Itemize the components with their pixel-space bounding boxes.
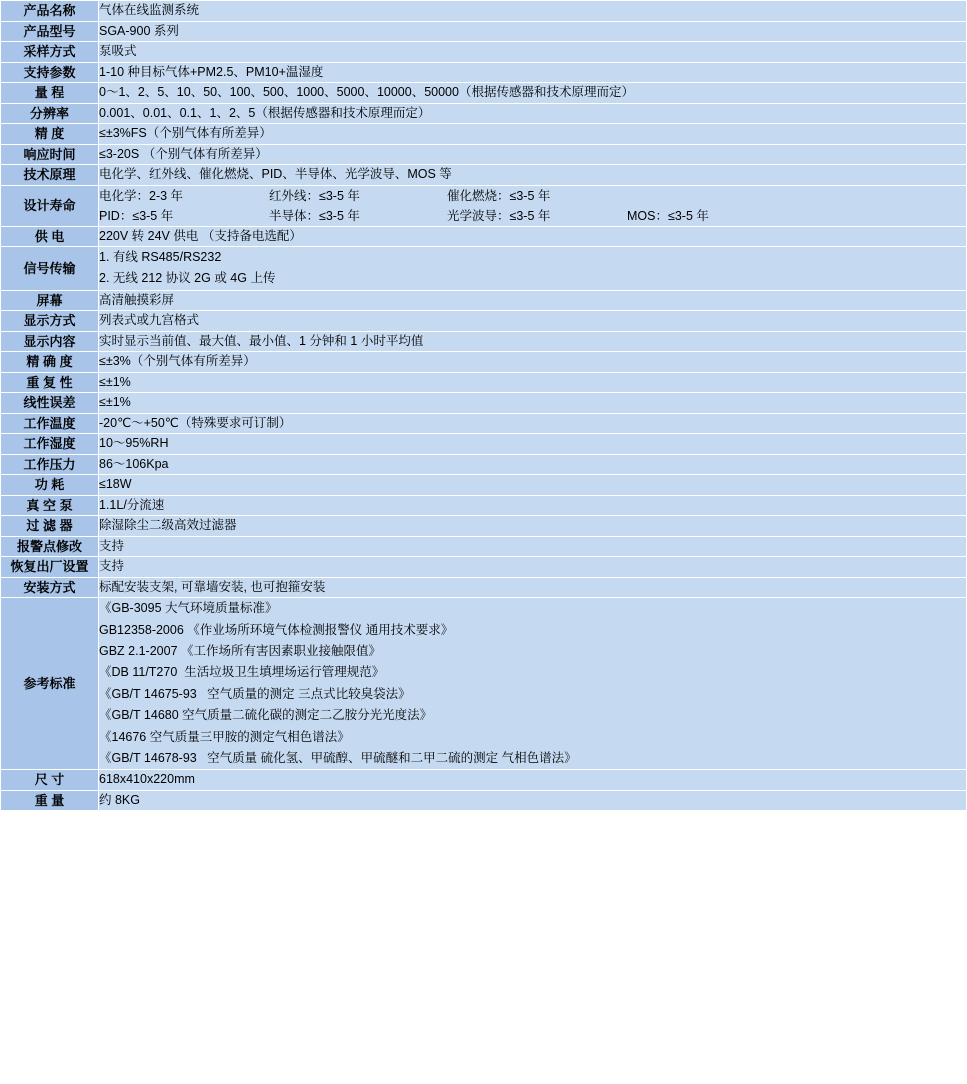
table-body (1, 1, 967, 811)
spec-value-line: 2. 无线 212 协议 2G 或 4G 上传 (99, 271, 276, 286)
spec-value-line: GB12358-2006 《作业场所环境气体检测报警仪 通用技术要求》 (99, 622, 454, 637)
spec-value: 高清触摸彩屏 (99, 290, 967, 311)
table-row (1, 598, 967, 770)
spec-value: ≤±3%（个别气体有所差异） (99, 352, 967, 373)
spec-value (99, 247, 967, 291)
spec-label: 工作温度 (1, 413, 99, 434)
spec-value: ≤±1% (99, 372, 967, 393)
spec-value-grid-cell: 光学波导：≤3-5 年 (447, 208, 551, 223)
spec-value-line: 《DB 11/T270 生活垃圾卫生填埋场运行管理规范》 (99, 665, 385, 680)
spec-label: 量 程 (1, 83, 99, 104)
table-row (1, 454, 967, 475)
table-row (1, 21, 967, 42)
table-row (1, 393, 967, 414)
spec-label: 尺 寸 (1, 770, 99, 791)
spec-value-line: 1. 有线 RS485/RS232 (99, 250, 222, 264)
spec-value-grid-cell: 半导体：≤3-5 年 (269, 208, 360, 223)
spec-value-grid (99, 186, 966, 226)
spec-label: 工作压力 (1, 454, 99, 475)
table-row (1, 62, 967, 83)
spec-value: 约 8KG (99, 790, 967, 811)
spec-value: 除湿除尘二级高效过滤器 (99, 516, 967, 537)
table-row (1, 331, 967, 352)
spec-label: 工作湿度 (1, 434, 99, 455)
spec-value-line: 《GB/T 14678-93 空气质量 硫化氢、甲硫醇、甲硫醚和二甲二硫的测定 气相色谱法》 (99, 750, 577, 765)
spec-label: 显示内容 (1, 331, 99, 352)
spec-label: 屏幕 (1, 290, 99, 311)
table-row (1, 1, 967, 22)
spec-label: 采样方式 (1, 42, 99, 63)
spec-value: 实时显示当前值、最大值、最小值、1 分钟和 1 小时平均值 (99, 331, 967, 352)
spec-value: 220V 转 24V 供电 （支持备电选配） (99, 226, 967, 247)
spec-label: 技术原理 (1, 165, 99, 186)
table-row (1, 413, 967, 434)
table-row (1, 790, 967, 811)
spec-value: 气体在线监测系统 (99, 1, 967, 22)
table-row (1, 577, 967, 598)
table-row (1, 352, 967, 373)
spec-value (99, 598, 967, 770)
spec-label: 过 滤 器 (1, 516, 99, 537)
spec-value-grid-row (99, 186, 966, 206)
spec-value: 列表式或九宫格式 (99, 311, 967, 332)
spec-label: 重 复 性 (1, 372, 99, 393)
spec-value: 标配安装支架, 可靠墙安装, 也可抱箍安装 (99, 577, 967, 598)
table-row (1, 124, 967, 145)
spec-value-grid-row (99, 206, 966, 226)
spec-value: 0.001、0.01、0.1、1、2、5（根据传感器和技术原理而定） (99, 103, 967, 124)
spec-value: ≤±1% (99, 393, 967, 414)
spec-value-grid-cell: PID：≤3-5 年 (99, 208, 174, 223)
spec-value-line: 《GB/T 14675-93 空气质量的测定 三点式比较臭袋法》 (99, 686, 411, 701)
spec-value: 10～95%RH (99, 434, 967, 455)
table-row (1, 372, 967, 393)
table-row (1, 434, 967, 455)
spec-label: 响应时间 (1, 144, 99, 165)
spec-value-grid-cell: 红外线：≤3-5 年 (269, 188, 360, 203)
table-row (1, 311, 967, 332)
spec-value: ≤18W (99, 475, 967, 496)
spec-label: 精 确 度 (1, 352, 99, 373)
spec-label: 显示方式 (1, 311, 99, 332)
spec-value-lines (99, 598, 966, 769)
table-row (1, 770, 967, 791)
table-row (1, 42, 967, 63)
spec-value: ≤±3%FS（个别气体有所差异） (99, 124, 967, 145)
table-row (1, 247, 967, 291)
table-row (1, 475, 967, 496)
spec-label: 功 耗 (1, 475, 99, 496)
spec-label: 安装方式 (1, 577, 99, 598)
spec-label: 供 电 (1, 226, 99, 247)
spec-value: SGA-900 系列 (99, 21, 967, 42)
spec-value: 1.1L/分流速 (99, 495, 967, 516)
spec-value-grid-cell: 电化学：2-3 年 (99, 188, 184, 203)
table-row (1, 290, 967, 311)
spec-value-line: 《GB/T 14680 空气质量二硫化碳的测定二乙胺分光光度法》 (99, 708, 433, 723)
table-row (1, 536, 967, 557)
spec-label: 线性误差 (1, 393, 99, 414)
spec-value-line: 《14676 空气质量三甲胺的测定气相色谱法》 (99, 729, 350, 744)
table-row (1, 83, 967, 104)
table-row (1, 557, 967, 578)
spec-label: 报警点修改 (1, 536, 99, 557)
table-row (1, 495, 967, 516)
spec-value: 电化学、红外线、催化燃烧、PID、半导体、光学波导、MOS 等 (99, 165, 967, 186)
spec-label: 支持参数 (1, 62, 99, 83)
spec-value: 0～1、2、5、10、50、100、500、1000、5000、10000、50000（根据传感器和技术原理而定） (99, 83, 967, 104)
spec-value: 618x410x220mm (99, 770, 967, 791)
table-row (1, 144, 967, 165)
spec-label: 产品型号 (1, 21, 99, 42)
spec-value: -20℃～+50℃（特殊要求可订制） (99, 413, 967, 434)
spec-value-line: 《GB-3095 大气环境质量标准》 (99, 601, 278, 616)
spec-value: 泵吸式 (99, 42, 967, 63)
spec-value: 支持 (99, 557, 967, 578)
spec-value-lines (99, 247, 966, 290)
spec-value-line: GBZ 2.1-2007 《工作场所有害因素职业接触限值》 (99, 644, 381, 658)
spec-label: 产品名称 (1, 1, 99, 22)
table-row (1, 516, 967, 537)
spec-value: 1-10 种目标气体+PM2.5、PM10+温湿度 (99, 62, 967, 83)
spec-value-grid-cell: 催化燃烧：≤3-5 年 (447, 188, 551, 203)
table-row (1, 165, 967, 186)
spec-label: 分辨率 (1, 103, 99, 124)
spec-value: 支持 (99, 536, 967, 557)
spec-label: 重 量 (1, 790, 99, 811)
spec-label: 真 空 泵 (1, 495, 99, 516)
spec-value-grid-cell: MOS：≤3-5 年 (627, 208, 709, 223)
spec-label: 设计寿命 (1, 185, 99, 226)
spec-value: ≤3-20S （个别气体有所差异） (99, 144, 967, 165)
table-row (1, 103, 967, 124)
spec-label: 参考标准 (1, 598, 99, 770)
table-row (1, 185, 967, 226)
spec-value: 86～106Kpa (99, 454, 967, 475)
spec-label: 精 度 (1, 124, 99, 145)
spec-value (99, 185, 967, 226)
spec-label: 恢复出厂设置 (1, 557, 99, 578)
table-row (1, 226, 967, 247)
spec-label: 信号传输 (1, 247, 99, 291)
